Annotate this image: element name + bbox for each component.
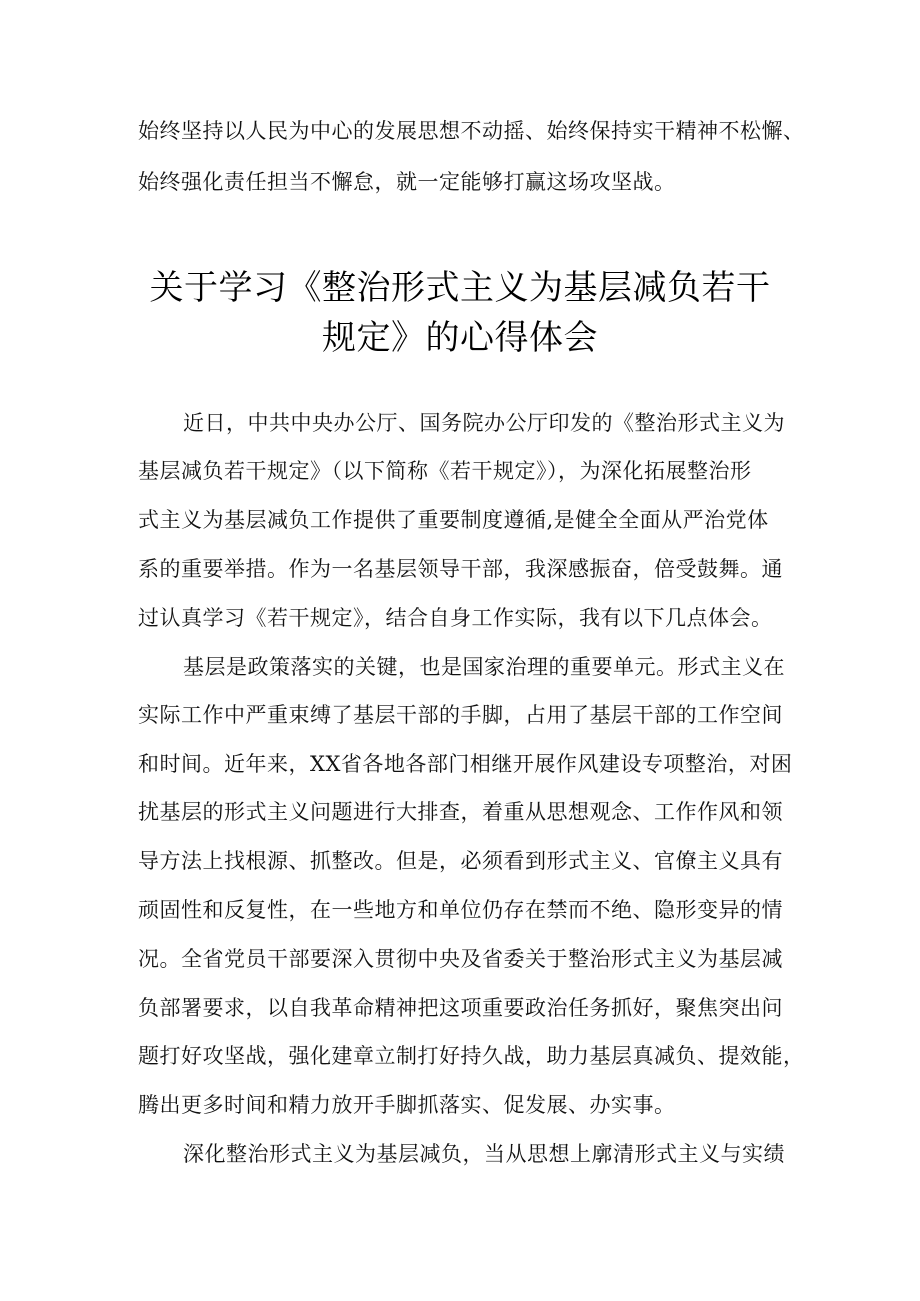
paragraph-line: 况。全省党员干部要深入贯彻中央及省委关于整治形式主义为基层减 [138,947,783,971]
paragraph-line: 基层减负若干规定》（以下简称《若干规定》），为深化拓展整治形 [138,459,752,483]
paragraph-line: 扰基层的形式主义问题进行大排查，着重从思想观念、工作作风和领 [138,800,783,824]
intro-line: 始终强化责任担当不懈怠，就一定能够打赢这场攻坚战。 [138,170,676,194]
paragraph-line: 负部署要求，以自我革命精神把这项重要政治任务抓好，聚焦突出问 [138,996,783,1020]
paragraph-line: 导方法上找根源、抓整改。但是，必须看到形式主义、官僚主义具有 [138,849,783,873]
paragraph-line: 过认真学习《若干规定》，结合自身工作实际，我有以下几点体会。 [138,606,773,630]
document-title-line: 规定》的心得体会 [322,318,598,358]
paragraph-line: 基层是政策落实的关键，也是国家治理的重要单元。形式主义在 [183,655,785,679]
paragraph-line: 深化整治形式主义为基层减负，当从思想上廓清形式主义与实绩 [183,1142,785,1166]
paragraph-line: 实际工作中严重束缚了基层干部的手脚，占用了基层干部的工作空间 [138,703,783,727]
document-title-line: 关于学习《整治形式主义为基层减负若干 [149,268,771,308]
paragraph-line: 近日，中共中央办公厅、国务院办公厅印发的《整治形式主义为 [183,411,785,435]
paragraph-line: 和时间。近年来，XX省各地各部门相继开展作风建设专项整治，对困 [138,752,793,776]
paragraph-line: 腾出更多时间和精力放开手脚抓落实、促发展、办实事。 [138,1093,676,1117]
paragraph-line: 式主义为基层减负工作提供了重要制度遵循,是健全全面从严治党体 [138,508,769,532]
paragraph-line: 题打好攻坚战，强化建章立制打好持久战，助力基层真减负、提效能， [138,1044,805,1068]
paragraph-line: 顽固性和反复性，在一些地方和单位仍存在禁而不绝、隐形变异的情 [138,898,783,922]
intro-line: 始终坚持以人民为中心的发展思想不动摇、始终保持实干精神不松懈、 [138,119,805,143]
paragraph-line: 系的重要举措。作为一名基层领导干部，我深感振奋，倍受鼓舞。通 [138,557,783,581]
